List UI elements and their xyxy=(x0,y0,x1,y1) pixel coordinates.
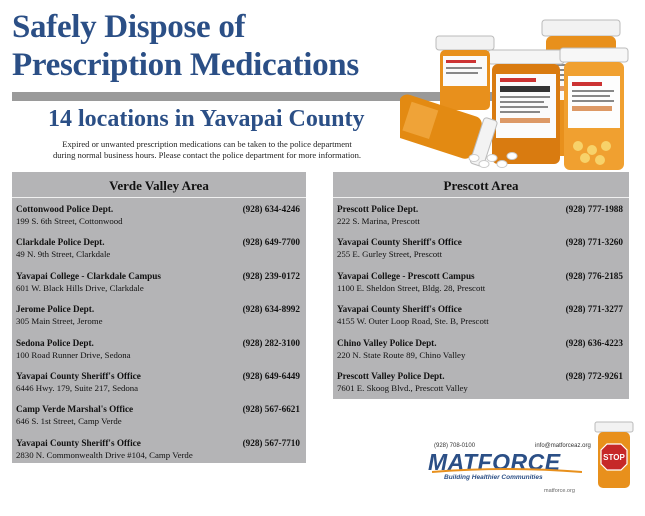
location-entry xyxy=(12,231,306,264)
location-address: 4155 W. Outer Loop Road, Ste. B, Prescott xyxy=(337,316,489,327)
logo-wordmark: MATFORCE xyxy=(428,449,561,475)
location-address: 6446 Hwy. 179, Suite 217, Sedona xyxy=(16,382,139,393)
location-name: Clarkdale Police Dept. xyxy=(16,237,105,248)
location-entry xyxy=(12,265,306,298)
location-phone: (928) 567-7710 xyxy=(242,437,300,448)
stop-bottle-icon xyxy=(589,420,639,492)
location-address: 255 E. Gurley Street, Prescott xyxy=(337,249,443,260)
intro-text xyxy=(14,139,400,161)
location-phone: (928) 282-3100 xyxy=(242,337,300,348)
location-name: Yavapai County Sheriff's Office xyxy=(337,237,462,248)
location-phone: (928) 567-6621 xyxy=(242,404,300,415)
logo-url: matforce.org xyxy=(544,488,575,494)
location-entry xyxy=(333,265,629,298)
intro-line-2: during normal business hours. Please contact the police department for more information. xyxy=(52,150,362,160)
location-phone: (928) 239-0172 xyxy=(242,270,300,281)
location-phone: (928) 649-7700 xyxy=(242,237,300,248)
location-phone: (928) 649-6449 xyxy=(242,370,300,381)
location-address: 7601 E. Skoog Blvd., Prescott Valley xyxy=(337,382,468,393)
location-phone: (928) 634-4246 xyxy=(242,204,300,214)
location-address: 199 S. 6th Street, Cottonwood xyxy=(16,216,123,226)
location-entry xyxy=(333,198,629,231)
matforce-logo xyxy=(424,438,642,512)
location-address: 49 N. 9th Street, Clarkdale xyxy=(16,249,111,260)
location-address: 305 Main Street, Jerome xyxy=(16,316,103,327)
bottle-front-right xyxy=(560,48,628,170)
location-phone: (928) 636-4223 xyxy=(565,337,623,348)
intro-line-1: Expired or unwanted prescription medications can be taken to the police department xyxy=(62,139,352,149)
location-phone: (928) 777-1988 xyxy=(565,204,623,214)
location-entry xyxy=(12,398,306,431)
location-entry xyxy=(333,365,629,398)
location-name: Yavapai County Sheriff's Office xyxy=(337,304,462,315)
title-line-1: Safely Dispose of xyxy=(12,9,246,45)
location-address: 100 Road Runner Drive, Sedona xyxy=(16,349,131,360)
location-name: Prescott Police Dept. xyxy=(337,204,419,214)
location-name: Yavapai College - Prescott Campus xyxy=(337,270,475,281)
location-address: 222 S. Marina, Prescott xyxy=(337,216,420,226)
location-address: 1100 E. Sheldon Street, Bldg. 28, Prescott xyxy=(337,282,486,293)
location-phone: (928) 772-9261 xyxy=(565,370,623,381)
title-line-2: Prescription Medications xyxy=(12,47,359,83)
location-entry xyxy=(333,231,629,264)
verde-valley-list xyxy=(12,198,306,465)
location-name: Yavapai College - Clarkdale Campus xyxy=(16,270,161,281)
bottle-left xyxy=(436,36,494,110)
location-address: 646 S. 1st Street, Camp Verde xyxy=(16,416,122,427)
location-name: Sedona Police Dept. xyxy=(16,337,94,348)
stop-sign-text: STOP xyxy=(603,453,625,462)
location-name: Cottonwood Police Dept. xyxy=(16,204,114,214)
location-name: Yavapai County Sheriff's Office xyxy=(16,370,141,381)
logo-phone: (928) 708-0100 xyxy=(434,443,476,449)
location-phone: (928) 771-3260 xyxy=(565,237,623,248)
location-phone: (928) 771-3277 xyxy=(565,304,623,315)
location-address: 601 W. Black Hills Drive, Clarkdale xyxy=(16,282,144,293)
verde-valley-panel xyxy=(12,172,306,463)
prescott-heading: Prescott Area xyxy=(333,172,629,198)
location-entry xyxy=(333,332,629,365)
location-phone: (928) 776-2185 xyxy=(565,270,623,281)
location-name: Camp Verde Marshal's Office xyxy=(16,404,134,415)
bottle-center xyxy=(488,50,564,164)
location-entry xyxy=(333,298,629,331)
location-name: Prescott Valley Police Dept. xyxy=(337,370,445,381)
location-name: Yavapai County Sheriff's Office xyxy=(16,437,141,448)
location-name: Chino Valley Police Dept. xyxy=(337,337,437,348)
prescott-panel xyxy=(333,172,629,399)
location-phone: (928) 634-8992 xyxy=(242,304,300,315)
location-entry xyxy=(12,198,306,231)
location-address: 2830 N. Commonwealth Drive #104, Camp Verde xyxy=(16,449,193,460)
page-title xyxy=(12,8,432,84)
logo-email: info@matforceaz.org xyxy=(535,443,591,449)
pill-bottles-illustration xyxy=(400,6,640,176)
subtitle: 14 locations in Yavapai County xyxy=(48,106,365,132)
verde-valley-heading: Verde Valley Area xyxy=(12,172,306,198)
location-entry xyxy=(12,365,306,398)
logo-tagline: Building Healthier Communities xyxy=(444,474,543,481)
location-name: Jerome Police Dept. xyxy=(16,304,95,315)
prescott-list xyxy=(333,198,629,398)
location-address: 220 N. State Route 89, Chino Valley xyxy=(337,349,466,360)
location-entry xyxy=(12,332,306,365)
location-entry xyxy=(12,432,306,465)
location-entry xyxy=(12,298,306,331)
